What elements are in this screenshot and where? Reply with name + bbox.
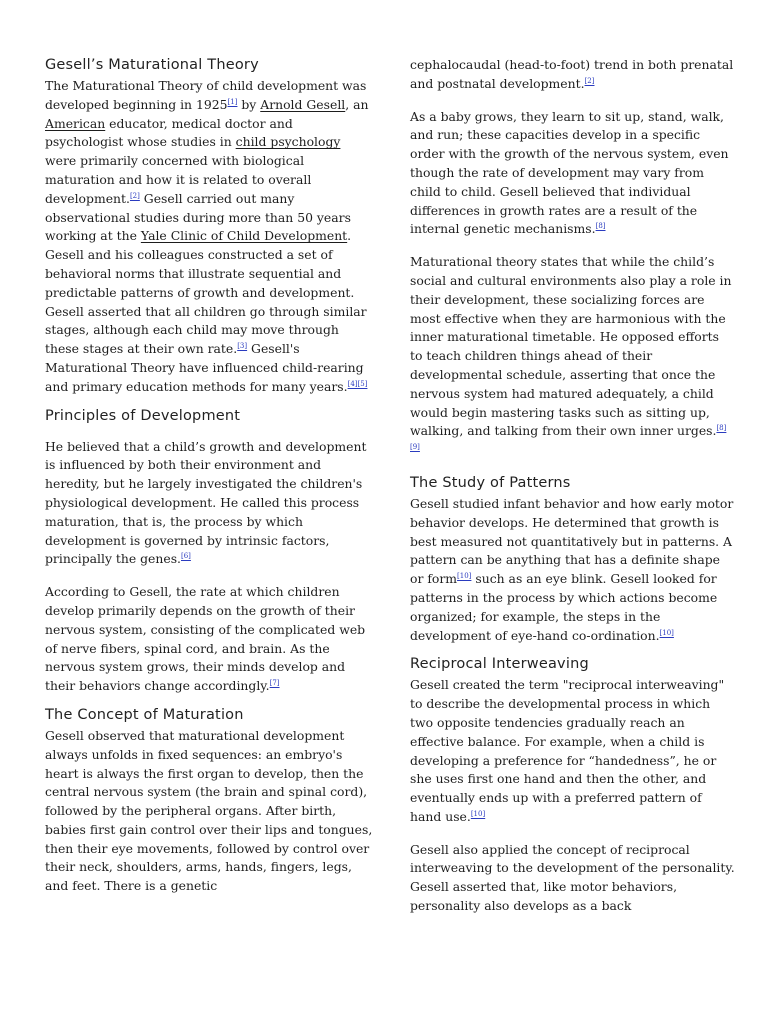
right-column	[410, 56, 735, 916]
link-arnold-gesell[interactable]: Arnold Gesell	[260, 96, 346, 112]
citation-link[interactable]: [1]	[227, 97, 238, 106]
paragraph-patterns: Gesell studied infant behavior and how early motor behavior develops. He determined that growth is best measured not quantitatively but in patterns. A pattern can be anything that has a definite shape or form[10] such as an eye blink. Gesell looked for patterns in the process by which actions become organized; for example, the steps in the development of eye-hand co-ordination.[10]	[410, 495, 734, 643]
citation-link[interactable]: [3]	[237, 342, 248, 351]
heading-study-patterns: The Study of Patterns	[410, 474, 571, 491]
citation-link[interactable]: [10]	[457, 572, 472, 581]
link-yale-clinic[interactable]: Yale Clinic of Child Development	[140, 228, 348, 244]
citation-link[interactable]: [7]	[269, 679, 280, 688]
paragraph-intro: The Maturational Theory of child development was developed beginning in 1925[1] by Arnold Gesell, an American educator, medical doctor and psychologist whose studies in child psychology were primarily concerned with biological maturation and how it is related to overall development.[2] Gesell carried out many observational studies during more than 50 years working at the Yale Clinic of Child Development. Gesell and his colleagues constructed a set of behavioral norms that illustrate sequential and predictable patterns of growth and development. Gesell asserted that all children go through similar stages, although each child may move through these stages at their own rate.[3] Gesell's Maturational Theory have influenced child-rearing and primary education methods for many years.[4][5]	[45, 78, 369, 394]
heading-maturational-theory: Gesell’s Maturational Theory	[45, 57, 259, 73]
paragraph-reciprocal-1: Gesell created the term "reciprocal interweaving" to describe the developmental process in which two opposite tendencies gradually reach an effective balance. For example, when a child is developing a preference for “handedness”, he or she uses first one hand and then the other, and eventually ends up with a preferred pattern of hand use.[10]	[410, 677, 725, 824]
paragraph-baby-grows: As a baby grows, they learn to sit up, stand, walk, and run; these capacities develop in a specific order with the growth of the nervous system, even though the rate of development may vary from child to child. Gesell believed that individual differences in growth rates are a result of the internal genetic mechanisms.[8]	[410, 108, 729, 237]
paragraph-maturational-theory-states: Maturational theory states that while the child’s social and cultural environments also play a role in their development, these socializing forces are most effective when they are harmonious with the inner maturational timetable. He opposed efforts to teach children things ahead of their developmental schedule, asserting that once the nervous system had matured adequately, a child would begin mastering tasks such as sitting up, walking, and talking from their own inner urges.[8][9]	[410, 254, 732, 452]
heading-concept-maturation: The Concept of Maturation	[45, 706, 244, 723]
citation-link[interactable]: [10]	[470, 809, 486, 818]
paragraph-reciprocal-2: Gesell also applied the concept of reciprocal interweaving to the development of the personality. Gesell asserted that, like motor behaviors, personality also develops as a back	[410, 841, 735, 914]
citation-link[interactable]: [6]	[181, 552, 191, 561]
paragraph-cephalocaudal: cephalocaudal (head-to-foot) trend in both prenatal and postnatal development.[2]	[410, 57, 734, 91]
citation-link[interactable]: [8]	[595, 222, 606, 231]
citation-link[interactable]: [10]	[659, 628, 674, 637]
left-column	[45, 56, 375, 896]
citation-link[interactable]: [8][9]	[410, 424, 727, 452]
citation-link[interactable]: [2]	[584, 76, 595, 85]
heading-reciprocal-interweaving: Reciprocal Interweaving	[410, 656, 589, 673]
citation-link[interactable]: [4][5]	[347, 379, 368, 388]
paragraph-maturation: Gesell observed that maturational development always unfolds in fixed sequences: an embryo's heart is always the first organ to develop, then the central nervous system (the brain and spinal cord), followed by the peripheral organs. After birth, babies first gain control over their lips and tongues, then their eye movements, followed by control over their neck, shoulders, arms, hands, fingers, legs, and feet. There is a genetic	[45, 727, 373, 894]
citation-link[interactable]: [2]	[129, 191, 140, 200]
heading-principles: Principles of Development	[45, 407, 241, 424]
link-american[interactable]: American	[45, 115, 106, 131]
link-child-psychology[interactable]: child psychology	[235, 134, 341, 150]
paragraph-principles-1: He believed that a child’s growth and development is influenced by both their environment and heredity, but he largely investigated the children's physiological development. He called this process maturation, that is, the process by which development is governed by intrinsic factors, principally the genes.[6]	[45, 438, 367, 567]
paragraph-principles-2: According to Gesell, the rate at which children develop primarily depends on the growth of their nervous system, consisting of the complicated web of nerve fibers, spinal cord, and brain. As the nervous system grows, their minds develop and their behaviors change accordingly.[7]	[45, 584, 366, 694]
